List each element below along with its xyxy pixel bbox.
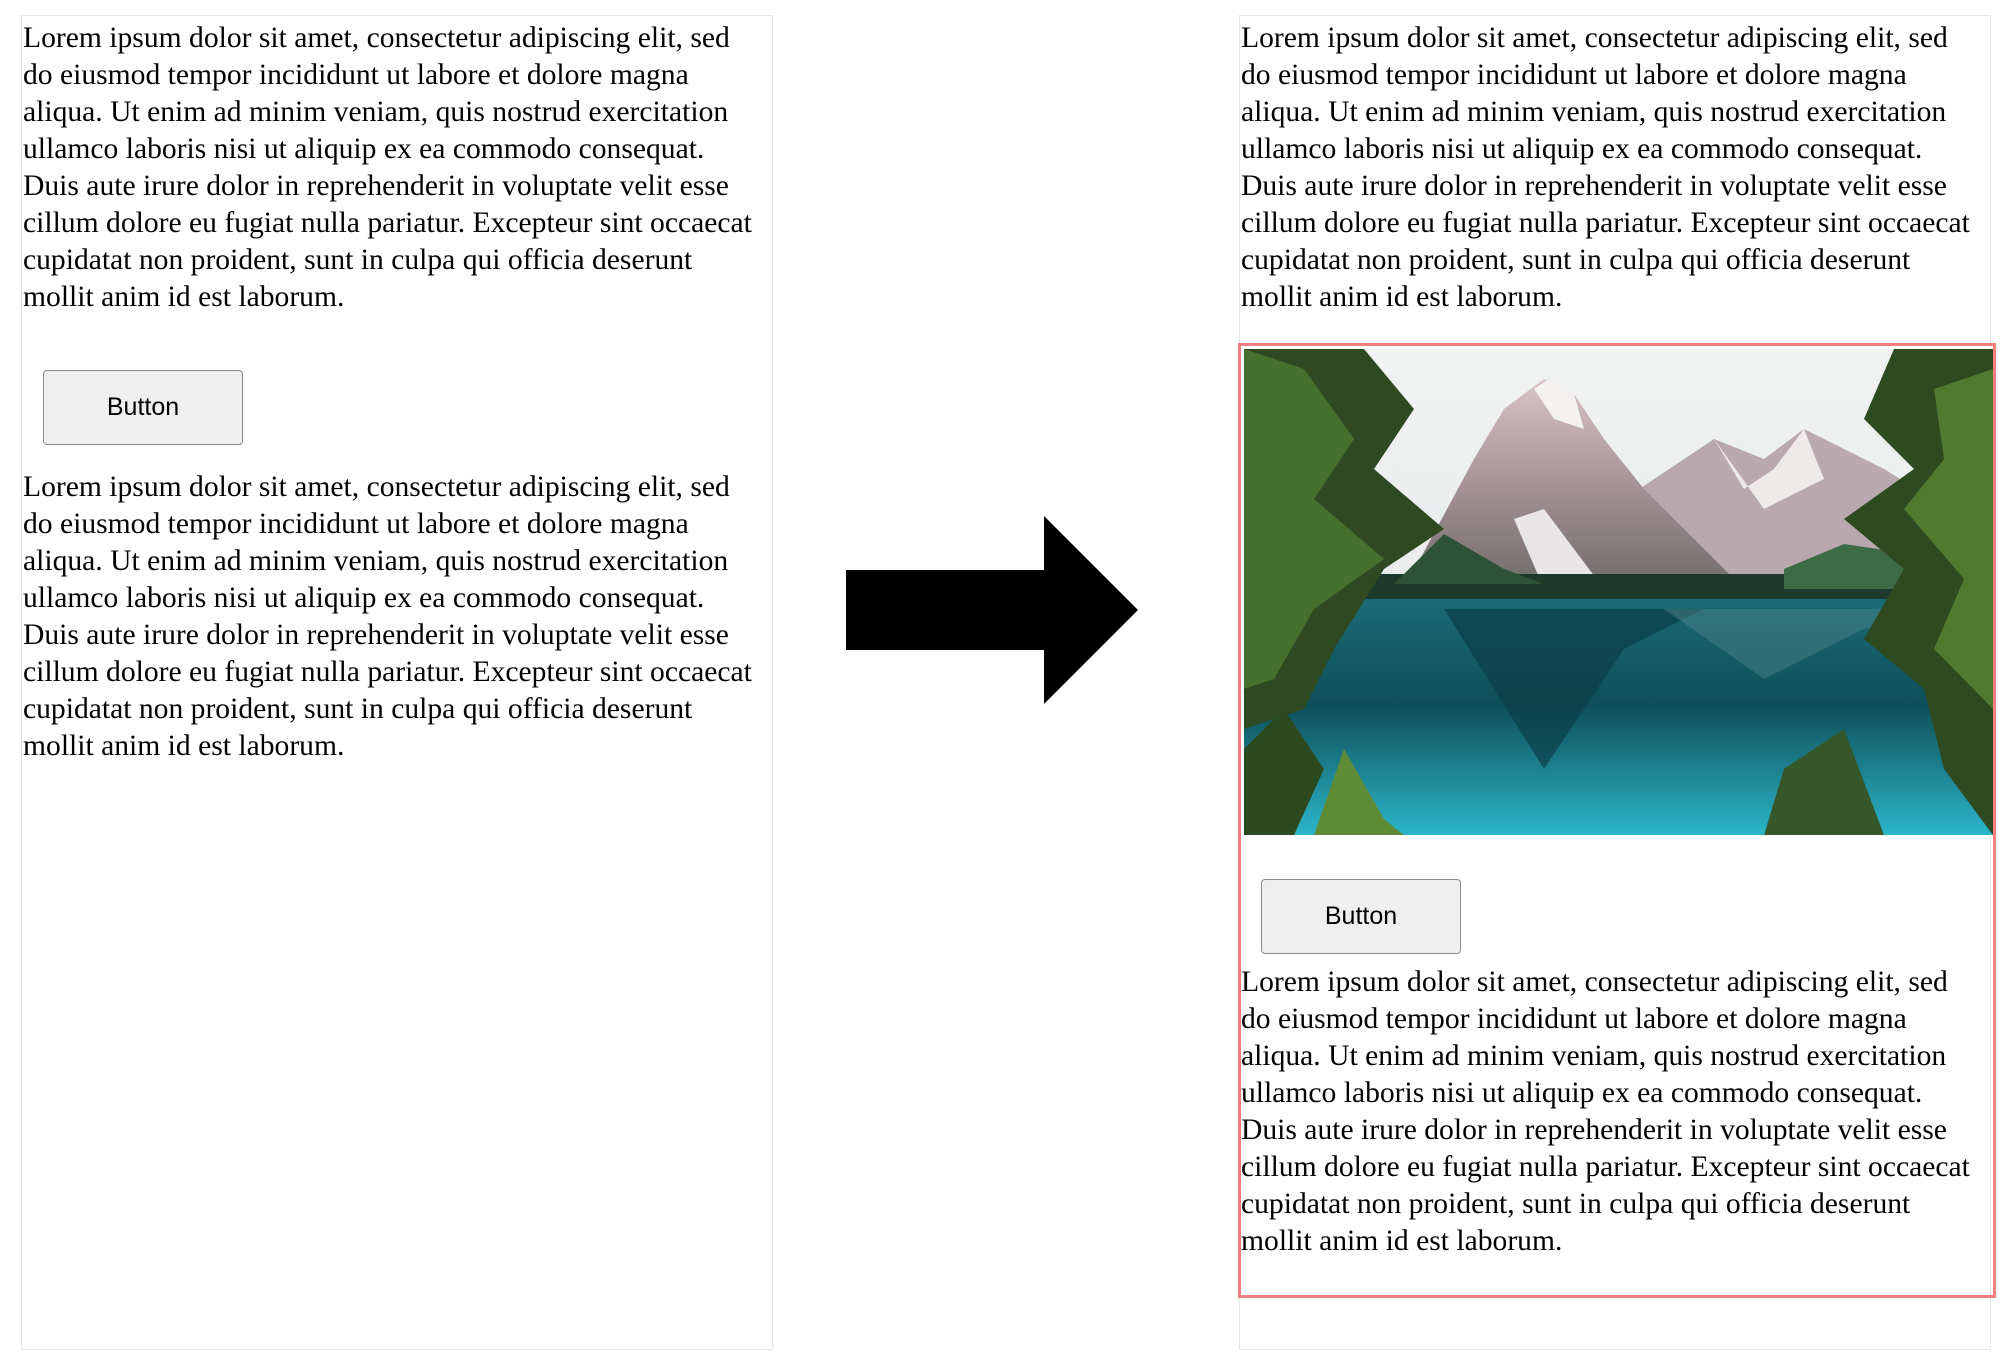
- after-page-panel: [1239, 15, 1991, 1350]
- right-arrow-icon: [846, 516, 1138, 704]
- before-page-panel: [21, 15, 773, 1350]
- button[interactable]: Button: [43, 370, 243, 445]
- paragraph-top: Lorem ipsum dolor sit amet, consectetur adipiscing elit, sed do eiusmod tempor incididunt ut labore et dolore magna aliqua. Ut enim ad minim veniam, quis nostrud exercitation ullamco laboris nisi ut aliquip ex ea commodo consequat. Duis aute irure dolor in reprehenderit in voluptate velit esse cillum dolore eu fugiat nulla pariatur. Excepteur sint occaecat cupidatat non proident, sunt in culpa qui officia deserunt mollit anim id est laborum.: [23, 22, 752, 313]
- inserted-content-highlight: [1238, 343, 1996, 1298]
- paragraph-bottom: Lorem ipsum dolor sit amet, consectetur adipiscing elit, sed do eiusmod tempor incididunt ut labore et dolore magna aliqua. Ut enim ad minim veniam, quis nostrud exercitation ullamco laboris nisi ut aliquip ex ea commodo consequat. Duis aute irure dolor in reprehenderit in voluptate velit esse cillum dolore eu fugiat nulla pariatur. Excepteur sint occaecat cupidatat non proident, sunt in culpa qui officia deserunt mollit anim id est laborum.: [23, 471, 752, 762]
- button[interactable]: Button: [1261, 879, 1461, 954]
- paragraph-bottom: Lorem ipsum dolor sit amet, consectetur adipiscing elit, sed do eiusmod tempor incididunt ut labore et dolore magna aliqua. Ut enim ad minim veniam, quis nostrud exercitation ullamco laboris nisi ut aliquip ex ea commodo consequat. Duis aute irure dolor in reprehenderit in voluptate velit esse cillum dolore eu fugiat nulla pariatur. Excepteur sint occaecat cupidatat non proident, sunt in culpa qui officia deserunt mollit anim id est laborum.: [1241, 966, 1970, 1257]
- mountain-lake-photo: [1244, 349, 1993, 835]
- paragraph-top: Lorem ipsum dolor sit amet, consectetur adipiscing elit, sed do eiusmod tempor incididunt ut labore et dolore magna aliqua. Ut enim ad minim veniam, quis nostrud exercitation ullamco laboris nisi ut aliquip ex ea commodo consequat. Duis aute irure dolor in reprehenderit in voluptate velit esse cillum dolore eu fugiat nulla pariatur. Excepteur sint occaecat cupidatat non proident, sunt in culpa qui officia deserunt mollit anim id est laborum.: [1241, 22, 1970, 313]
